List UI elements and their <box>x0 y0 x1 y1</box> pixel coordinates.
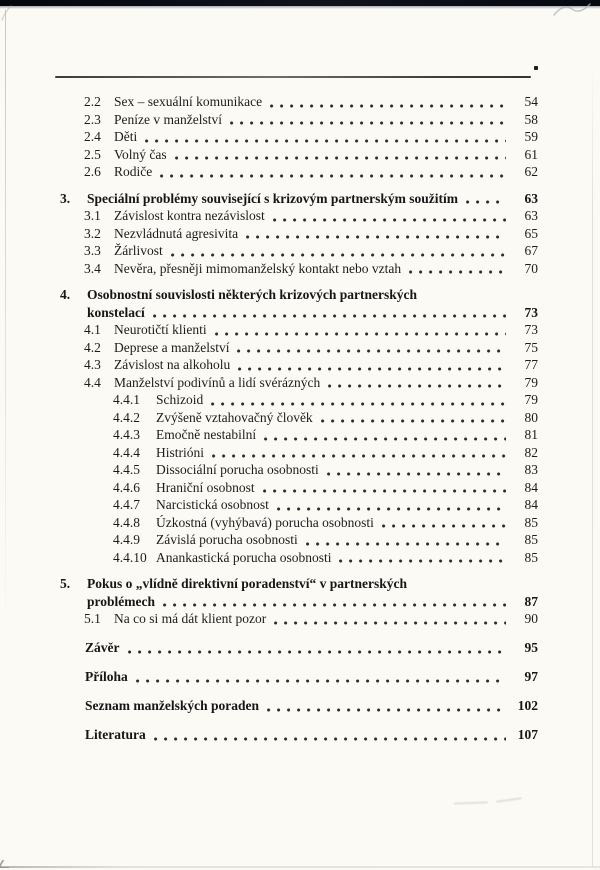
entry-title: Volný čas <box>114 146 167 162</box>
dot-leader <box>273 218 506 222</box>
entry-number: 3.3 <box>84 243 101 258</box>
entry-title: Speciální problémy související s krizovým partnerským soužitím <box>87 190 458 206</box>
entry-number: 2.4 <box>84 129 101 144</box>
page-number: 97 <box>524 669 538 684</box>
entry-number: 4.4.10 <box>113 549 147 565</box>
toc-entry <box>60 242 538 260</box>
entry-title: Sex – sexuální komunikace <box>114 94 263 109</box>
entry-title: Zvýšeně vztahovačný člověk <box>156 409 313 425</box>
page-number: 87 <box>524 593 538 609</box>
entry-title: Narcistická osobnost <box>156 497 269 512</box>
entry-number: 3.1 <box>84 208 101 223</box>
entry-number: 4.4.6 <box>113 479 140 495</box>
toc-entry <box>60 426 538 444</box>
entry-number: 2.6 <box>84 164 101 179</box>
page-number: 62 <box>524 164 538 179</box>
entry-title: Literatura <box>85 727 146 742</box>
page-number: 84 <box>524 479 538 495</box>
page-number: 85 <box>524 549 538 565</box>
entry-title: Nevěra, přesněji mimomanželský kontakt nebo vztah <box>114 260 402 276</box>
entry-number: 4.2 <box>84 339 101 355</box>
dot-leader <box>328 384 506 388</box>
entry-title: Osobnostní souvislosti některých krizových partnerských <box>87 287 418 302</box>
entry-number: 4.4.8 <box>113 514 140 530</box>
dot-leader <box>163 603 506 607</box>
dot-leader <box>382 524 506 528</box>
toc-entry <box>60 128 538 146</box>
header-dot <box>534 66 538 70</box>
dot-leader <box>154 737 506 741</box>
page-number: 81 <box>524 427 538 442</box>
page-number: 82 <box>524 444 538 460</box>
toc-entry <box>60 610 538 628</box>
entry-number: 4.4.5 <box>113 462 140 477</box>
scan-bottom-page-edge <box>0 866 600 868</box>
toc-entry <box>60 461 538 479</box>
entry-title: Histrióni <box>156 444 205 460</box>
entry-title: Úzkostná (vyhýbavá) porucha osobnosti <box>156 514 374 530</box>
toc-entry <box>60 514 538 532</box>
entry-title: Děti <box>114 129 138 144</box>
entry-title: Emočně nestabilní <box>156 427 257 442</box>
pencil-smudge-bottom-right <box>452 796 538 808</box>
entry-title: Seznam manželských poraden <box>85 698 260 713</box>
dot-leader <box>277 507 506 511</box>
page-number: 54 <box>524 94 538 109</box>
page-number: 63 <box>524 208 538 223</box>
toc-entry <box>60 321 538 339</box>
page-number: 58 <box>524 111 538 127</box>
table-of-contents <box>60 93 538 744</box>
toc-entry <box>60 374 538 392</box>
toc-entry <box>60 575 538 593</box>
dot-leader <box>175 156 506 160</box>
page-number: 95 <box>524 640 538 655</box>
page-number: 85 <box>524 532 538 547</box>
entry-title: Neurotičtí klienti <box>114 322 207 337</box>
entry-title: Rodiče <box>114 164 153 179</box>
page-number: 65 <box>524 225 538 241</box>
entry-title: Manželství podivínů a lidí svérázných <box>114 374 321 390</box>
toc-entry <box>60 496 538 514</box>
dot-leader <box>321 419 506 423</box>
toc-entry <box>60 163 538 181</box>
dot-leader <box>263 489 506 493</box>
page-number: 59 <box>524 129 538 144</box>
entry-number: 4.4.9 <box>113 532 140 547</box>
page-number: 80 <box>524 409 538 425</box>
toc-entry <box>60 286 538 304</box>
entry-title-continuation: problémech <box>87 593 155 609</box>
entry-number: 4.4.4 <box>113 444 140 460</box>
dot-leader <box>212 454 506 458</box>
dot-leader <box>230 121 506 125</box>
entry-title: Dissociální porucha osobnosti <box>156 462 319 477</box>
entry-title: Závěr <box>85 640 120 655</box>
toc-entry <box>60 356 538 374</box>
page-number: 107 <box>517 727 538 742</box>
dot-leader <box>128 650 507 654</box>
entry-number: 5.1 <box>84 611 101 626</box>
toc-entry <box>60 260 538 278</box>
scan-right-page-edge <box>592 60 593 866</box>
toc-entry <box>60 409 538 427</box>
entry-number: 3.4 <box>84 260 101 276</box>
entry-title: Pokus o „vlídně direktivní poradenství“ v partnerských <box>87 576 408 591</box>
page-number: 75 <box>524 339 538 355</box>
dot-leader <box>274 621 506 625</box>
page-number: 79 <box>524 392 538 407</box>
dot-leader <box>237 349 506 353</box>
entry-title: Anankastická porucha osobnosti <box>156 549 332 565</box>
dot-leader <box>136 679 506 683</box>
dot-leader <box>466 200 506 204</box>
pencil-mark-top-right <box>550 0 594 20</box>
entry-number: 4.3 <box>84 357 101 372</box>
page-number: 77 <box>524 357 538 372</box>
entry-title: Hraniční osobnost <box>156 479 255 495</box>
toc-entry <box>60 668 538 686</box>
dot-leader <box>153 314 506 318</box>
scan-left-page-edge <box>5 10 6 640</box>
page-number: 61 <box>524 146 538 162</box>
entry-title: Peníze v manželství <box>114 111 222 127</box>
entry-title: Deprese a manželství <box>114 339 230 355</box>
dot-leader <box>267 708 506 712</box>
entry-number: 4.4 <box>84 374 101 390</box>
toc-entry <box>60 697 538 715</box>
dot-leader <box>238 367 506 371</box>
entry-number: 4.1 <box>84 322 101 337</box>
page-number: 63 <box>524 190 538 206</box>
header-rule <box>55 76 531 78</box>
entry-number: 3. <box>60 190 71 206</box>
toc-entry <box>60 531 538 549</box>
dot-leader <box>264 437 506 441</box>
toc-entry <box>60 593 538 611</box>
entry-title: Příloha <box>85 669 128 684</box>
entry-title: Schizoid <box>156 392 204 407</box>
page-number: 73 <box>524 304 538 320</box>
page-number: 85 <box>524 514 538 530</box>
toc-entry <box>60 726 538 744</box>
entry-number: 4.4.3 <box>113 427 140 442</box>
entry-title: Na co si má dát klient pozor <box>114 611 267 626</box>
toc-entry <box>60 339 538 357</box>
dot-leader <box>270 104 506 108</box>
toc-entry <box>60 225 538 243</box>
entry-number: 2.2 <box>84 94 101 109</box>
dot-leader <box>145 139 506 143</box>
entry-number: 4.4.1 <box>113 392 140 407</box>
pencil-mark-top-left <box>0 4 14 24</box>
page-number: 73 <box>524 322 538 337</box>
page-number: 70 <box>524 260 538 276</box>
toc-entry <box>60 549 538 567</box>
scan-top-edge-fade <box>0 6 600 9</box>
dot-leader <box>215 332 506 336</box>
page-number: 83 <box>524 462 538 477</box>
toc-entry <box>60 146 538 164</box>
dot-leader <box>160 174 506 178</box>
page-number: 67 <box>524 243 538 258</box>
page-number: 84 <box>524 497 538 512</box>
entry-title: Závislá porucha osobnosti <box>156 532 298 547</box>
toc-entry <box>60 391 538 409</box>
entry-number: 3.2 <box>84 225 101 241</box>
toc-entry <box>60 111 538 129</box>
dot-leader <box>211 402 506 406</box>
page-number: 102 <box>517 698 538 713</box>
page-number: 90 <box>524 611 538 626</box>
entry-number: 2.5 <box>84 146 101 162</box>
dot-leader <box>327 472 506 476</box>
entry-title: Závislost kontra nezávislost <box>114 208 265 223</box>
entry-title: Nezvládnutá agresivita <box>114 225 239 241</box>
dot-leader <box>171 253 506 257</box>
toc-entry <box>60 304 538 322</box>
entry-number: 2.3 <box>84 111 101 127</box>
entry-title: Žárlivost <box>114 243 163 258</box>
dot-leader <box>306 542 506 546</box>
entry-title: Závislost na alkoholu <box>114 357 231 372</box>
entry-number: 5. <box>60 576 71 591</box>
toc-entry <box>60 444 538 462</box>
entry-number: 4.4.2 <box>113 409 140 425</box>
toc-entry <box>60 190 538 208</box>
dot-leader <box>409 270 506 274</box>
entry-title-continuation: konstelací <box>87 304 145 320</box>
toc-entry <box>60 207 538 225</box>
toc-entry <box>60 639 538 657</box>
page-number: 79 <box>524 374 538 390</box>
toc-entry <box>60 479 538 497</box>
dot-leader <box>246 235 506 239</box>
entry-number: 4.4.7 <box>113 497 140 512</box>
dot-leader <box>339 559 506 563</box>
entry-number: 4. <box>60 287 71 302</box>
toc-entry <box>60 93 538 111</box>
